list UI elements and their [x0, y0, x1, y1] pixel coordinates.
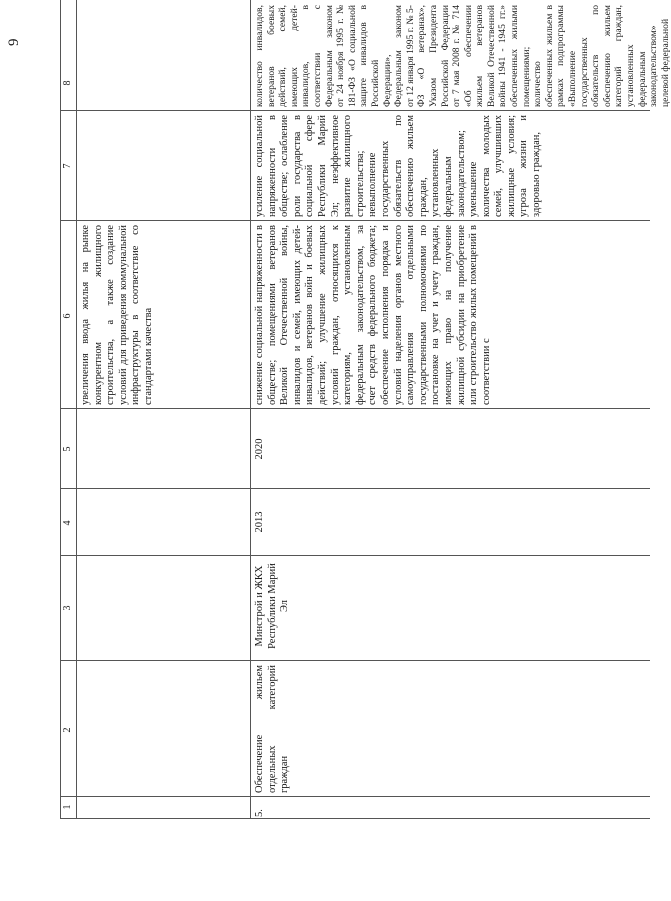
- continued-cell-text: увеличения ввода жилья на рынке конкурентном жилищного строительства, а также создание условий для приведения коммунальной инфраструктуры в соответствие со стандартами качества: [80, 225, 154, 405]
- column-divider: [60, 818, 650, 819]
- column-divider: [60, 220, 650, 221]
- row-number: 5.: [254, 809, 265, 817]
- header-row-border: [76, 0, 77, 819]
- row-separator: [250, 0, 251, 819]
- column-number: 4: [62, 520, 73, 526]
- end-year: 2020: [254, 438, 265, 460]
- column-divider: [60, 488, 650, 489]
- column-divider: [60, 110, 650, 111]
- column-divider: [60, 555, 650, 556]
- start-year: 2013: [254, 511, 265, 533]
- column-divider: [60, 796, 650, 797]
- column-number: 1: [62, 804, 73, 810]
- page-number: 9: [6, 38, 22, 46]
- table-top-border: [60, 0, 61, 819]
- column-number: 3: [62, 605, 73, 611]
- column-number: 8: [62, 80, 73, 86]
- indicators-text: количество инвалидов, ветеранов боевых действий, семей, имеющих детей-инвалидов, в соответствии с Федеральным законом от 24 ноября 1995 г. № 181-ФЗ «О социальной защите инвалидов в Российской Федерации», Федеральным законом от 12 января 1995 г. № 5-ФЗ «О ветеранах», Указом Президента Российской Федерации от 7 мая 2008 г. № 714 «Об обеспечении жильем ветеранов Великой Отечественной войны 1941 - 1945 гг.» обеспеченных жилыми помещениями; количество обеспеченных жильем в рамках подпрограммы «Выполнение государственных обязательств по обеспечению жильем категорий граждан, установленных федеральным законодательством» целевой федеральной: [254, 5, 671, 107]
- column-number: 5: [62, 446, 73, 452]
- consequences-text: снижение социальной напряженности в обществе; помещениями ветеранов Великой Отечественной войны, инвалидов и семей, имеющих детей-инвалидов, ветеранов войн и боевых действий; улучшение жилищных условий граждан, относящихся к категориям, установленным федеральным законодательством, за счет средств федерального бюджета; обеспечение исполнения порядка и условий наделения органов местного самоуправления отдельными государственными полномочиями по постановке на учет и учету граждан, имеющих право на получение жилищной субсидии на приобретение или строительство жилых помещений в соответствии с: [254, 225, 492, 405]
- executor: Минстрой и ЖКХ Республики Марий Эл: [254, 563, 291, 649]
- column-number: 7: [62, 163, 73, 169]
- measure-name: Обеспечение жильем отдельных категорий граждан: [254, 665, 291, 793]
- column-number: 6: [62, 313, 73, 319]
- column-divider: [60, 660, 650, 661]
- column-divider: [60, 408, 650, 409]
- relation-text: усиление социальной напряженности в обществе; ослабление роли государства в социальной сфере Республики Марий Эл; неэффективное развитие жилищного строительства; невыполнение государственных обязательств по обеспечению жильем граждан, установленных федеральным законодательством; уменьшение количества молодых семей, улучшивших жилищные условия; угроза жизни и здоровью граждан,: [254, 115, 543, 217]
- column-number: 2: [62, 727, 73, 733]
